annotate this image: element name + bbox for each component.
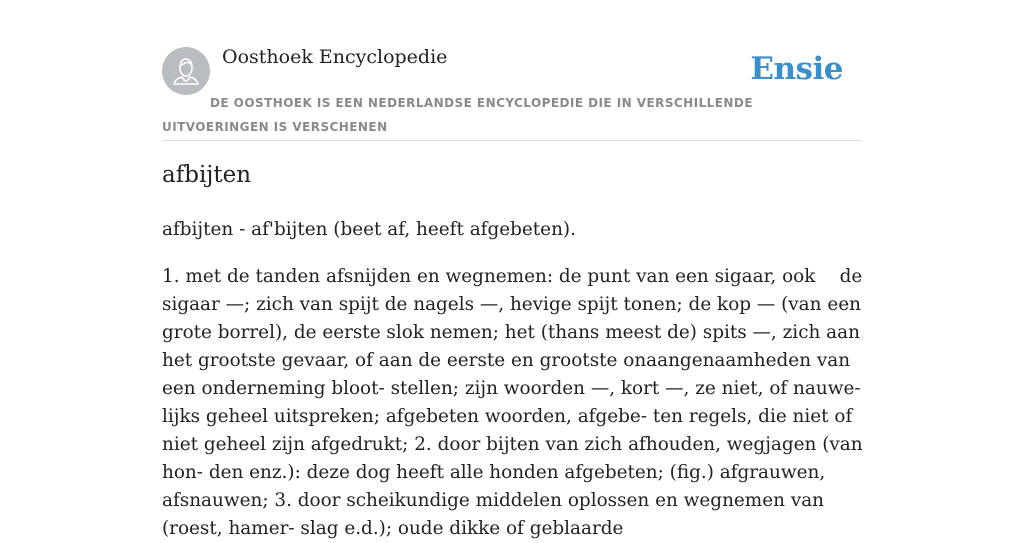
article-paragraph: afbijten - af'bijten (beet af, heeft afgebeten). [162, 219, 576, 240]
brand-logo[interactable]: Ensie [750, 51, 843, 87]
publication-tagline: DE OOSTHOEK IS EEN NEDERLANDSE ENCYCLOPEDIE DIE IN VERSCHILLENDE UITVOERINGEN IS VERSCHENEN [162, 96, 753, 134]
article-title: afbijten [162, 162, 252, 188]
article-paragraph: 1. met de tanden afsnijden en wegnemen: de punt van een sigaar, ook de sigaar —; zich van spijt de nagels —, hevige spijt tonen; de kop — (van een grote borrel), de eerste slok nemen; het (thans meest de) spits —, zich aan het grootste gevaar, of aan de eerste en grootste onaangenaamheden van een onderneming bloot- stellen; zijn woorden —, kort —, ze niet, of nauwe- lijks geheel uitspreken; afgebeten woorden, afgebe- ten regels, die niet of niet geheel zijn afgedrukt; 2. door bijten van zich afhouden, wegjagen (van hon- den enz.): deze dog heeft alle honden afgebeten; (fig.) afgrauwen, afsnauwen; 3. door scheikundige middelen oplossen en wegnemen van (roest, hamer- slag e.d.); oude dikke of geblaarde [162, 266, 863, 539]
publication-name[interactable]: Oosthoek Encyclopedie [222, 46, 448, 68]
user-icon[interactable] [162, 47, 210, 95]
publication-header [162, 44, 862, 141]
